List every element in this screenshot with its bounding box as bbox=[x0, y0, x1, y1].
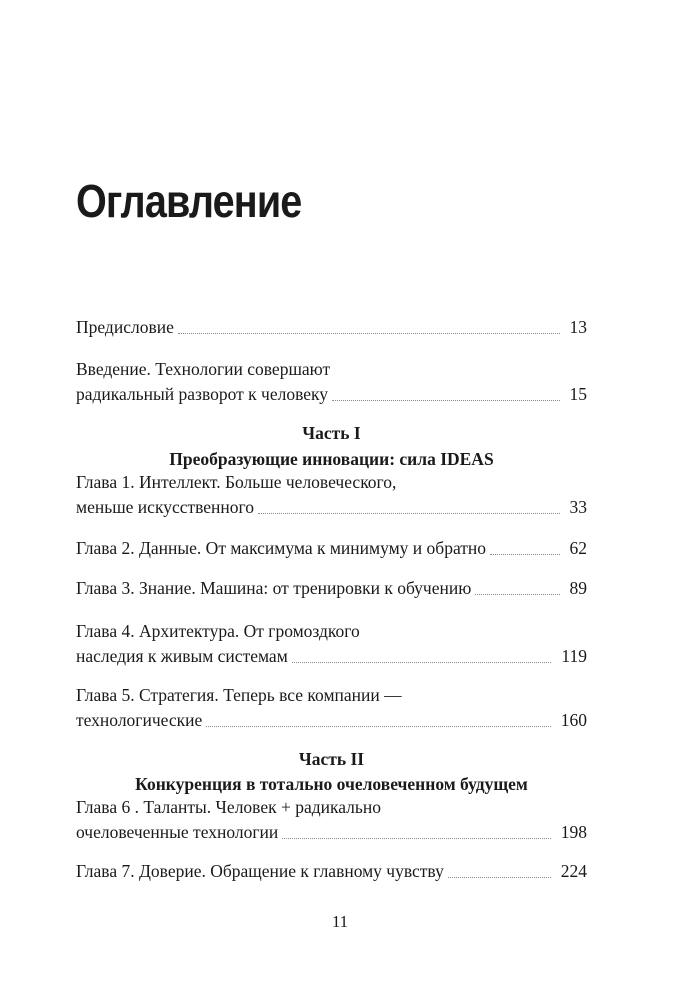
toc-entry-chapter-2[interactable] bbox=[76, 536, 587, 561]
dot-leader bbox=[292, 661, 552, 663]
toc-entry-title: Предисловие bbox=[76, 317, 174, 337]
dot-leader bbox=[178, 332, 560, 334]
toc-page-number: 13 bbox=[569, 317, 587, 337]
toc-entry-chapter-5[interactable] bbox=[76, 683, 587, 733]
toc-entry-title-cont: меньше искусственного bbox=[76, 497, 255, 517]
toc-page-number: 224 bbox=[560, 861, 587, 881]
page-number: 11 bbox=[331, 912, 349, 931]
part-2-label: Часть II bbox=[298, 749, 365, 769]
toc-entry-title: Глава 7. Доверие. Обращение к главному чувству bbox=[76, 861, 444, 881]
toc-entry-introduction[interactable] bbox=[76, 357, 587, 407]
toc-page-number: 160 bbox=[560, 710, 587, 730]
dot-leader bbox=[282, 837, 551, 839]
dot-leader bbox=[206, 725, 550, 727]
toc-entry-chapter-6[interactable] bbox=[76, 795, 587, 845]
dot-leader bbox=[258, 512, 559, 514]
toc-entry-title: Глава 2. Данные. От максимума к минимуму и обратно bbox=[76, 538, 487, 558]
part-2-subtitle: Конкуренция в тотально очеловеченном будущем bbox=[135, 774, 528, 794]
dot-leader bbox=[332, 399, 560, 401]
toc-entry-title: Глава 3. Знание. Машина: от тренировки к обучению bbox=[76, 578, 472, 598]
toc-entry-title: Глава 4. Архитектура. От громоздкого bbox=[76, 621, 360, 641]
toc-entry-preface[interactable] bbox=[76, 315, 587, 340]
part-1-label: Часть I bbox=[302, 423, 361, 443]
toc-entry-title-cont: радикальный разворот к человеку bbox=[76, 384, 328, 404]
toc-entry-chapter-7[interactable] bbox=[76, 859, 587, 884]
toc-page-number: 198 bbox=[560, 822, 587, 842]
toc-page-number: 119 bbox=[561, 646, 587, 666]
page-title: Оглавление bbox=[76, 175, 302, 227]
toc-entry-title: Введение. Технологии совершают bbox=[76, 359, 331, 379]
dot-leader bbox=[448, 876, 551, 878]
toc-entry-title-cont: технологические bbox=[76, 710, 203, 730]
toc-page-number: 33 bbox=[569, 497, 587, 517]
toc-entry-chapter-4[interactable] bbox=[76, 619, 587, 669]
toc-page-number: 62 bbox=[569, 538, 587, 558]
toc-page-number: 15 bbox=[569, 384, 587, 404]
dot-leader bbox=[475, 593, 559, 595]
toc-page-number: 89 bbox=[569, 578, 587, 598]
toc-entry-title: Глава 1. Интеллект. Больше человеческого, bbox=[76, 472, 397, 492]
toc-entry-chapter-3[interactable] bbox=[76, 576, 587, 601]
part-1-subtitle: Преобразующие инновации: сила IDEAS bbox=[169, 449, 494, 469]
toc-entry-title: Глава 5. Стратегия. Теперь все компании — bbox=[76, 685, 402, 705]
toc-entry-chapter-1[interactable] bbox=[76, 470, 587, 520]
dot-leader bbox=[490, 553, 559, 555]
toc-entry-title: Глава 6 . Таланты. Человек + радикально bbox=[76, 797, 381, 817]
toc-entry-title-cont: очеловеченные технологии bbox=[76, 822, 279, 842]
toc-entry-title-cont: наследия к живым системам bbox=[76, 646, 288, 666]
